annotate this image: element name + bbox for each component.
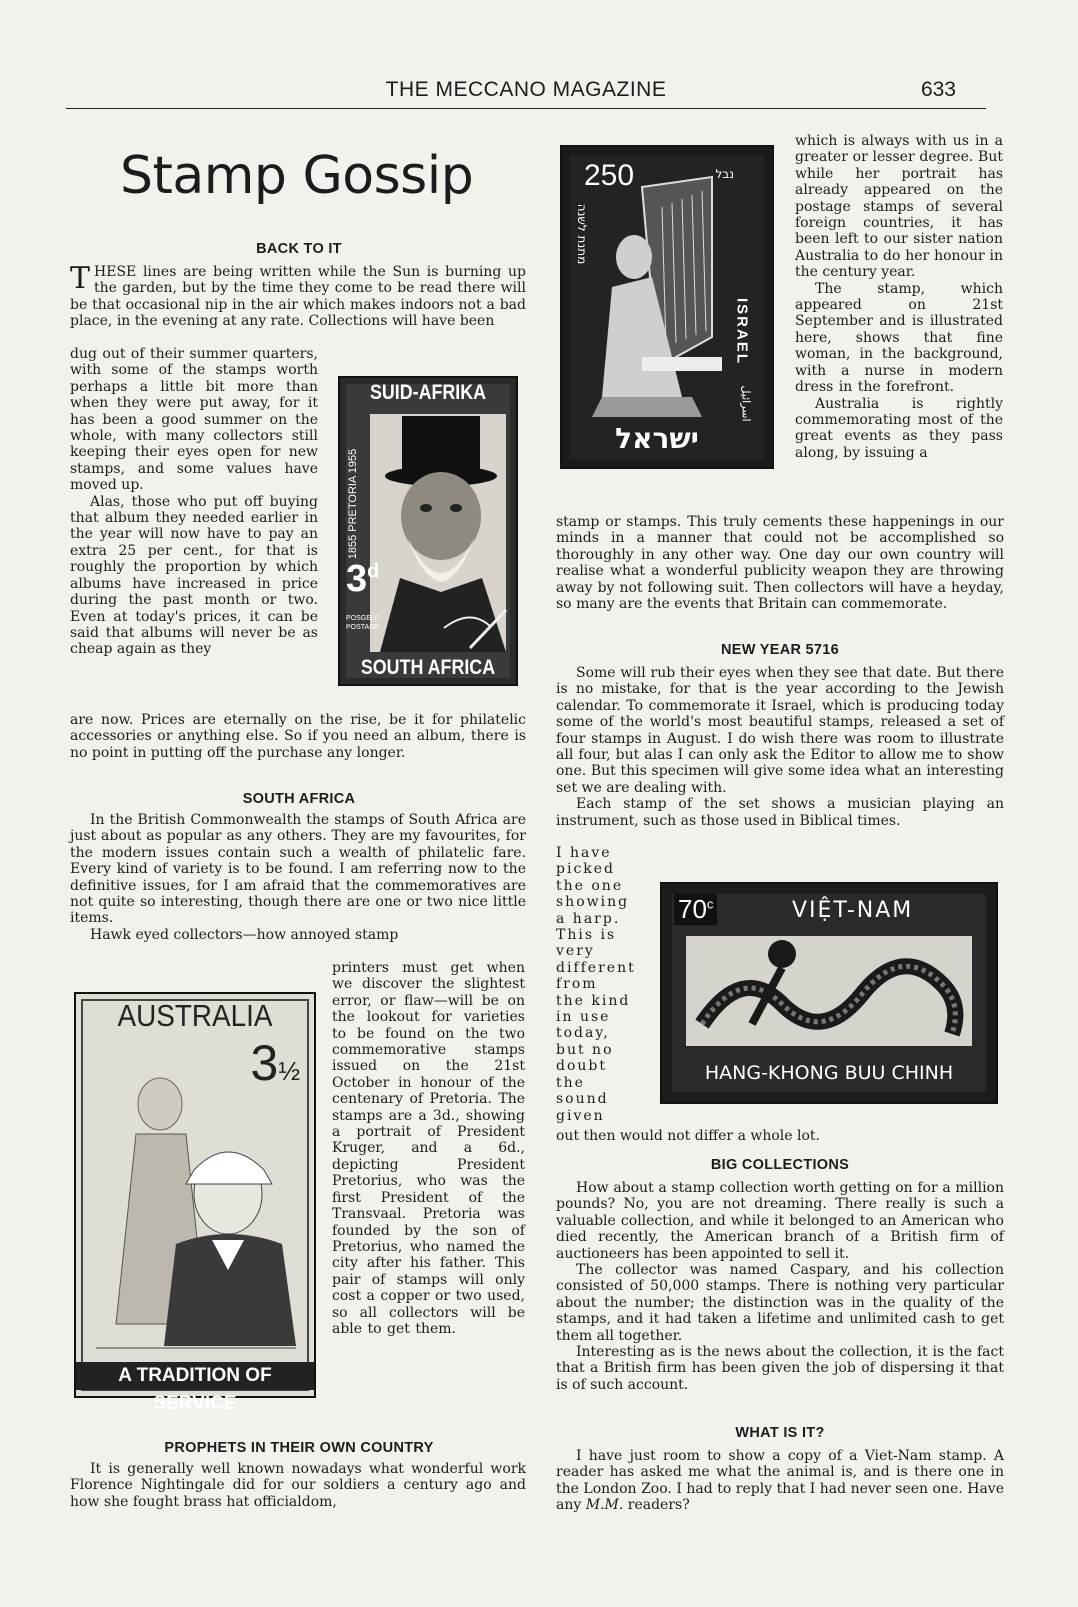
new-year-tail	[556, 1128, 1004, 1144]
running-header	[66, 76, 986, 109]
heading-big-collections: BIG COLLECTIONS	[710, 1157, 850, 1173]
text-run: readers?	[623, 1497, 690, 1514]
page-number: 633	[920, 78, 956, 101]
right-top-tail	[556, 514, 1004, 612]
paragraph: It is generally well known nowadays what wonderful work Florence Nightingale did for our soldiers a century ago and how she fought brass hat officialdom,	[70, 1461, 526, 1510]
south-africa-stamp	[338, 376, 518, 686]
paragraph: out then would not differ a whole lot.	[556, 1128, 820, 1144]
paragraph	[556, 1448, 1004, 1514]
stamp-top-text: AUSTRALIA	[117, 998, 273, 1033]
stamp-value	[674, 894, 717, 925]
drop-cap: T	[70, 261, 91, 296]
stamp-value	[346, 558, 379, 601]
stamp-hebrew-text: ישראל	[615, 422, 699, 455]
south-africa-wrap	[332, 960, 525, 1337]
new-year-wrap	[556, 845, 636, 1124]
stamp-value-fraction: ½	[278, 1056, 300, 1086]
south-africa-stamp-art	[340, 378, 516, 684]
stamp-value-number: 3	[346, 558, 368, 600]
stamp-side-text: 1855 PRETORIA 1955	[347, 448, 359, 560]
new-year-body	[556, 665, 1004, 829]
paragraph: Some will rub their eyes when they see that date. But there is no mistake, for that is the year according to the Jewish calendar. To commemorate it Israel, which is producing today some of the world's most beautiful stamps, released a set of four stamps in August. I do wish there was room to illustrate all four, but alas I can only ask the Editor to allow me to show one. But this specimen will give some idea what an interesting set we are dealing with.	[556, 665, 1004, 796]
stamp-value-number: 3	[250, 1035, 279, 1091]
paragraph: Interesting as is the news about the collection, it is the fact that a British firm has been given the job of dispersing it that is of such account.	[556, 1344, 1004, 1393]
prophets-body	[70, 1461, 526, 1510]
paragraph: are now. Prices are eternally on the rise, be it for philatelic accessories or anything else. So if you need an album, there is no point in putting off the purchase any longer.	[70, 712, 526, 761]
stamp-side-hebrew: מתנת לשנה	[575, 203, 589, 265]
what-is-it-body	[556, 1448, 1004, 1514]
stamp-bottom-text: SOUTH AFRICA	[360, 656, 496, 679]
heading-prophets: PROPHETS IN THEIR OWN COUNTRY	[164, 1440, 434, 1456]
back-to-it-wrap	[70, 346, 318, 658]
paragraph: Alas, those who put off buying that album they needed earlier in the year will now have to pay an extra 25 per cent., for that is roughly the proportion by which albums have increased in price during the past month or two. Even at today's prices, it can be said that albums will never be as cheap again as they	[70, 493, 318, 658]
stamp-top-text: VIỆT-NAM	[792, 898, 914, 923]
stamp-side-text: ISRAEL	[733, 297, 751, 365]
article-title: Stamp Gossip	[120, 146, 474, 206]
stamp-top-text: SUID-AFRIKA	[369, 381, 487, 404]
heading-back-to-it: BACK TO IT	[256, 241, 342, 257]
paragraph: stamp or stamps. This truly cements these happenings in our minds in a manner that could not be accomplished so thoroughly in any other way. One day our own country will realise what a wonderful publicity weapon they are throwing away by not following suit. Then collectors will have a heyday, so many are the events that Britain can commemorate.	[556, 514, 1004, 613]
stamp-bottom-text: HANG-KHONG BUU CHINH	[704, 1062, 954, 1084]
stamp-side-arabic: اسرائيل	[739, 385, 753, 422]
right-top-wrap	[795, 133, 1003, 461]
stamp-value	[251, 1034, 301, 1092]
stamp-postage-text: POSGELD POSTAGE	[346, 615, 380, 631]
text-run: I have just room to show a copy of a Viet-Nam stamp. A reader has asked me what the animal is, and is there one in the London Zoo. I had to reply that I had never seen one. Have any	[556, 1448, 1004, 1514]
heading-south-africa: SOUTH AFRICA	[242, 791, 356, 807]
stamp-corner-hebrew: נבל	[715, 167, 734, 181]
paragraph: Each stamp of the set shows a musician playing an instrument, such as those used in Biblical times.	[556, 796, 1004, 829]
vietnam-stamp	[660, 882, 998, 1104]
paragraph: The collector was named Caspary, and his collection consisted of 50,000 stamps. There is nothing very particular about the number; the distinction was in the quality of the stamps, and it had taken a lifetime and unlimited cash to get them all together.	[556, 1262, 1004, 1344]
south-africa-body	[70, 812, 526, 943]
heading-new-year: NEW YEAR 5716	[720, 642, 840, 658]
israel-stamp	[560, 145, 774, 469]
big-collections-body	[556, 1180, 1004, 1393]
stamp-value-unit: d	[367, 560, 380, 583]
paragraph: Hawk eyed collectors—how annoyed stamp	[90, 926, 399, 943]
magazine-title: THE MECCANO MAGAZINE	[385, 78, 667, 101]
australia-stamp	[74, 992, 316, 1414]
back-to-it-intro	[70, 261, 526, 330]
stamp-value-unit: c	[706, 896, 714, 912]
magazine-abbrev: M.M.	[585, 1497, 624, 1514]
paragraph: printers must get when we discover the slightest error, or flaw—will be on the lookout for varieties to be found on the two commemorative stamps issued on the 21st October in honour of the centenary of Pretoria. The stamps are a 3d., showing a portrait of President Kruger, and a 6d., depicting President Pretorius, who was the first President of the Transvaal. Pretoria was founded by the son of Pretorius, who named the city after his father. This pair of stamps will only cost a copper or two used, so all collectors will be able to get them.	[332, 960, 525, 1337]
stamp-value-number: 70	[678, 894, 707, 924]
back-to-it-tail	[70, 712, 526, 761]
paragraph: HESE lines are being written while the Sun is burning up the garden, but by the time they come to be read there will be that occasional nip in the air which makes indoors not a bad place, in the evening at any rate. Collections will have been	[70, 264, 526, 330]
paragraph: In the British Commonwealth the stamps of South Africa are just about as popular as any others. They are my favourites, for the modern issues contain such a wealth of philatelic fare. Every kind of variety is to be found. I am referring now to the definitive issues, for I am afraid that the commemoratives are not quite so interesting, though there are one or two nice little items.	[70, 812, 526, 927]
paragraph: The stamp, which appeared on 21st September and is illustrated here, shows that fine woman, in the background, with a nurse in modern dress in the forefront.	[795, 280, 1003, 396]
paragraph: which is always with us in a greater or lesser degree. But while her portrait has already appeared on the postage stamps of several foreign countries, it has been left to our sister nation Australia to do her honour in the century year.	[795, 133, 1003, 281]
paragraph: How about a stamp collection worth getting on for a million pounds? No, you are not dreaming. There really is such a valuable collection, and while it belonged to an American who died recently, the American branch of a British firm of auctioneers has been appointed to sell it.	[556, 1180, 1004, 1262]
paragraph: I have picked the one showing a harp. This is very different from the kind in use today, but no doubt the sound given	[556, 845, 636, 1124]
stamp-value: 250	[584, 159, 635, 192]
stamp-bottom-text: A TRADITION OF SERVICE	[76, 1362, 314, 1390]
paragraph: dug out of their summer quarters, with some of the stamps worth perhaps a little bit more than when they were put away, for it has been a good summer on the whole, with many collectors still keeping their eyes open for new stamps, and some values have moved up.	[70, 346, 318, 494]
paragraph: Australia is rightly commemorating most of the great events as they pass along, by issuing a	[795, 395, 1003, 461]
heading-what-is-it: WHAT IS IT?	[735, 1425, 825, 1441]
